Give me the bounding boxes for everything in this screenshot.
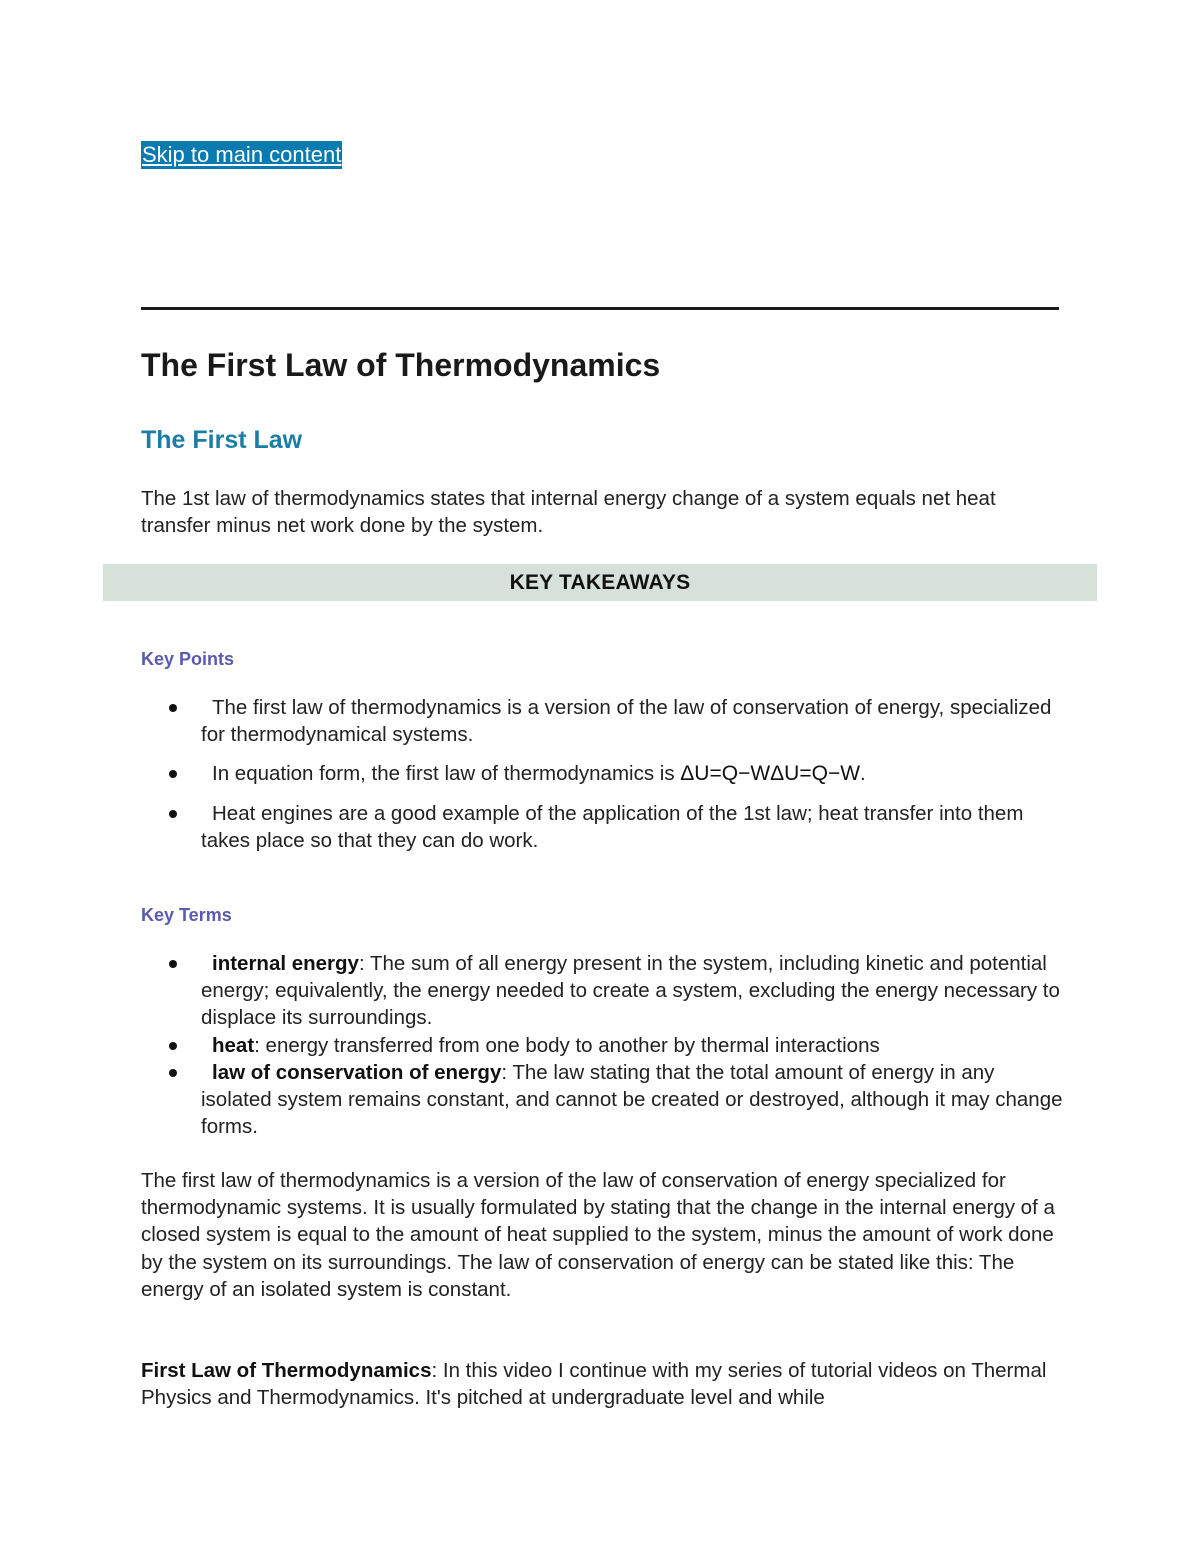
section-heading: The First Law [141, 426, 303, 454]
term-name: heat [212, 1033, 255, 1057]
key-takeaways-banner [103, 564, 1097, 601]
key-takeaways-title: KEY TAKEAWAYS [509, 570, 691, 594]
term-definition: : The law stating that the total amount of energy in any isolated system remains constant, and cannot be created or destroyed, although it may change forms. [201, 1060, 1063, 1139]
bullet-icon [169, 1042, 177, 1050]
bullet-icon [169, 770, 177, 778]
body-paragraph: The first law of thermodynamics is a version of the law of conservation of energy specialized for thermodynamic systems. It is usually formulated by stating that the change in the internal energy of a closed system is equal to the amount of heat supplied to the system, minus the amount of work done by the system on its surroundings. The law of conservation of energy can be stated like this: The energy of an isolated system is constant. [141, 1169, 1055, 1301]
video-description: : In this video I continue with my series of tutorial videos on Thermal Physics and Thermodynamics. It's pitched at undergraduate level and while [141, 1359, 1047, 1410]
list-item [141, 950, 1066, 1032]
skip-to-main-link[interactable]: Skip to main content [142, 142, 342, 167]
list-item [141, 694, 1066, 748]
key-points-list [141, 694, 1066, 866]
equation: ΔU=Q−WΔU=Q−W [680, 762, 861, 786]
key-points-heading: Key Points [141, 649, 235, 669]
list-item [141, 800, 1066, 854]
video-paragraph [141, 1357, 1066, 1411]
bullet-icon [169, 810, 177, 818]
term-name: law of conservation of energy [212, 1060, 502, 1084]
key-terms-list [141, 950, 1066, 1140]
bullet-icon [169, 960, 177, 968]
horizontal-rule [141, 307, 1059, 310]
list-item [141, 1059, 1066, 1141]
key-point-text: The first law of thermodynamics is a version of the law of conservation of energy, specialized for thermodynamical systems. [201, 696, 1052, 747]
term-definition: : The sum of all energy present in the system, including kinetic and potential energy; equivalently, the energy needed to create a system, excluding the energy necessary to displace its surroundings. [201, 952, 1060, 1030]
list-item [141, 1032, 1066, 1059]
key-terms-heading: Key Terms [141, 905, 232, 925]
video-title: First Law of Thermodynamics [141, 1359, 432, 1382]
key-point-text: In equation form, the first law of thermodynamics is [212, 762, 681, 786]
list-item [141, 760, 1066, 787]
term-definition: : energy transferred from one body to another by thermal interactions [254, 1033, 880, 1057]
bullet-icon [169, 704, 177, 712]
bullet-icon [169, 1069, 177, 1077]
term-name: internal energy [212, 952, 359, 975]
intro-paragraph: The 1st law of thermodynamics states that internal energy change of a system equals net heat transfer minus net work done by the system. [141, 487, 996, 538]
key-point-suffix: . [860, 762, 866, 786]
page-title: The First Law of Thermodynamics [141, 347, 661, 383]
key-point-text: Heat engines are a good example of the application of the 1st law; heat transfer into them takes place so that they can do work. [201, 801, 1024, 852]
